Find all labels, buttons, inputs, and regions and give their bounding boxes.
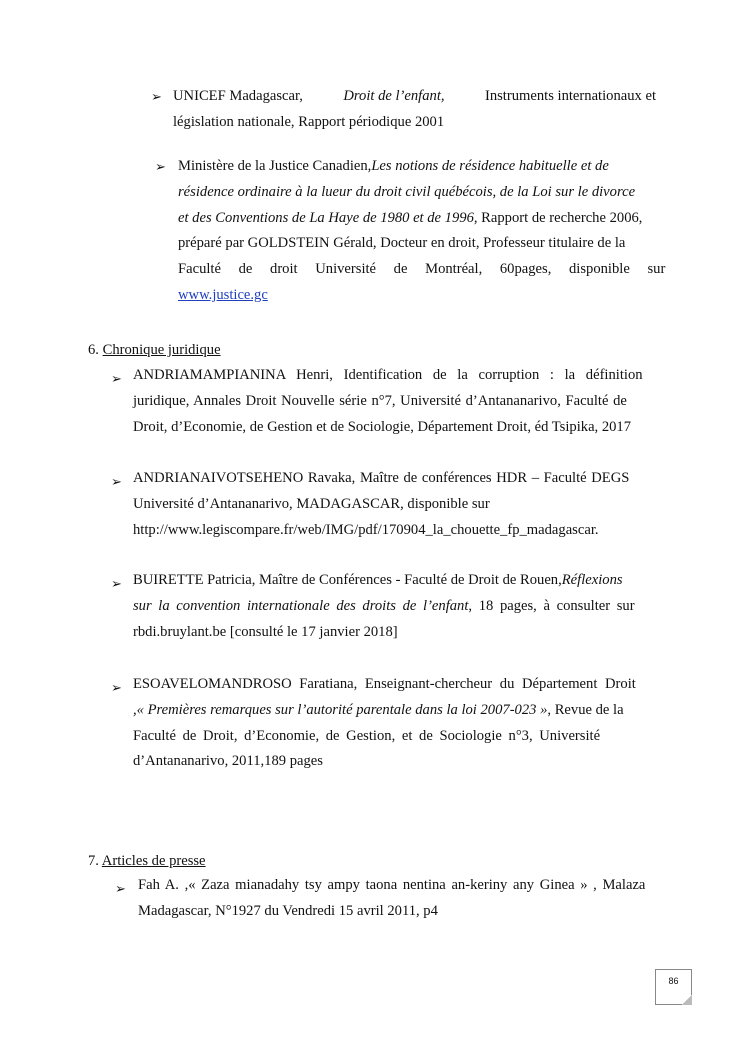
ref-text: préparé par GOLDSTEIN Gérald, Docteur en droit, Professeur titulaire de la [178,235,626,252]
ref-text: Fah A. ,« Zaza mianadahy tsy ampy taona nentina an-keriny any Ginea » , Malaza [138,877,646,893]
ref-author: UNICEF Madagascar, [173,88,303,104]
ref-text: Université d’Antananarivo, MADAGASCAR, disponible sur [133,495,490,512]
ref-text: Droit, d’Economie, de Gestion et de Sociologie, Département Droit, éd Tsipika, 2017 [133,418,632,435]
reference-unicef [173,84,656,136]
ref-title: Réflexions [561,572,623,588]
ref-title: Les notions de résidence habituelle et de [371,158,609,174]
section-6-heading [88,340,221,360]
ref-author: Ministère de la Justice Canadien, [178,158,372,174]
ref-text: d’Antananarivo, 2011,189 pages [133,753,323,770]
ref-title: ,« Premières remarques sur l’autorité parentale dans la loi 2007-023 » [133,701,548,718]
reference-ministere-justice [178,154,666,309]
ref-text: Instruments internationaux et [484,88,656,104]
bullet-arrow-icon: ➢ [155,160,166,175]
reference-fah [138,873,656,925]
page-number-box [655,969,692,1005]
section-title: Articles de presse [101,853,206,869]
section-title: Chronique juridique [102,342,221,358]
ref-text: ANDRIANAIVOTSEHENO Ravaka, Maître de conférences HDR – Faculté DEGS [133,470,630,486]
ref-title: résidence ordinaire à la lueur du droit civil québécois, de la Loi sur le divorce [178,183,636,200]
ref-text: , Rapport de recherche 2006, [473,209,643,226]
ref-url-text: http://www.legiscompare.fr/web/IMG/pdf/170904_la_chouette_fp_madagascar. [133,521,599,538]
reference-buirette [133,568,656,645]
ref-text: ANDRIAMAMPIANINA Henri, Identification de la corruption : la définition [133,367,643,383]
page-fold-corner [682,995,692,1005]
ref-title: sur la convention internationale des droits de l’enfant [133,597,469,614]
section-number: 6. [88,342,99,358]
bullet-arrow-icon: ➢ [115,882,126,897]
ref-text: législation nationale, Rapport périodique 2001 [173,113,445,130]
justice-gc-link[interactable]: www.justice.gc [178,286,268,303]
ref-text: Faculté de Droit, d’Economie, de Gestion, et de Sociologie n°3, Université [133,727,601,744]
section-number: 7. [88,853,99,869]
bullet-arrow-icon: ➢ [111,372,122,387]
bullet-arrow-icon: ➢ [111,475,122,490]
reference-andriamampianina [133,363,656,440]
section-7-heading [88,851,206,871]
ref-author: BUIRETTE Patricia, Maître de Conférences - Faculté de Droit de Rouen, [133,572,562,588]
page-number: 86 [668,976,679,986]
ref-title: et des Conventions de La Haye de 1980 et de 1996 [178,209,474,226]
ref-title: Droit de l’enfant, [343,88,445,104]
bullet-arrow-icon: ➢ [111,577,122,592]
ref-text: juridique, Annales Droit Nouvelle série n°7, Université d’Antananarivo, Faculté de [133,392,627,409]
reference-andrianaivotseheno [133,466,656,543]
reference-esoavelomandroso [133,672,656,775]
ref-text: Faculté de droit Université de Montréal, 60pages, disponible sur [178,261,666,278]
ref-text: ESOAVELOMANDROSO Faratiana, Enseignant-chercheur du Département Droit [133,676,636,692]
ref-text: rbdi.bruylant.be [consulté le 17 janvier 2018] [133,623,398,640]
bullet-arrow-icon: ➢ [151,90,162,105]
bullet-arrow-icon: ➢ [111,681,122,696]
ref-text: , Revue de la [547,701,624,718]
ref-text: , 18 pages, à consulter sur [468,597,635,614]
ref-text: Madagascar, N°1927 du Vendredi 15 avril 2011, p4 [138,902,438,919]
